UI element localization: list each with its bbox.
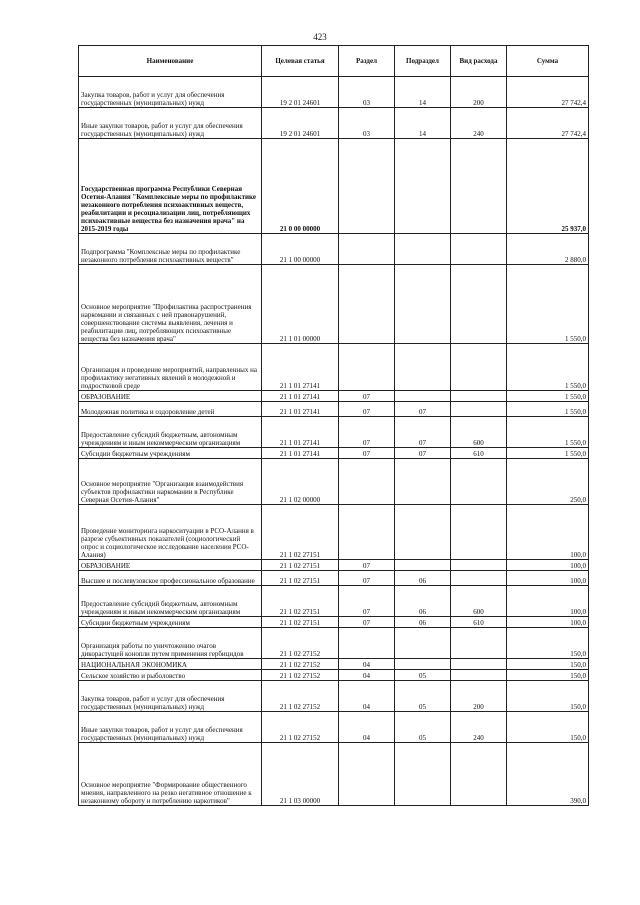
table-row [79, 234, 589, 265]
table-row [79, 77, 589, 108]
cell-name: Подпрограмма "Комплексные меры по профилактике незаконного потребления психоактивных веществ" [79, 234, 262, 265]
cell-target-article: 21 1 02 27151 [262, 505, 339, 560]
cell-name: Основное мероприятие "Профилактика распространения наркомании и связанных с ней правонарушений, совершенствование системы выявления, лечения и реабилитации лиц, потребляющих психоактивные вещества без назначения врача" [79, 265, 262, 344]
cell-subsection [395, 265, 451, 344]
cell-sum: 100,0 [507, 586, 589, 617]
cell-subsection [395, 391, 451, 402]
table-row [79, 659, 589, 670]
cell-name: Субсидии бюджетным учреждениям [79, 448, 262, 459]
cell-target-article: 21 1 03 00000 [262, 743, 339, 806]
cell-sum: 150,0 [507, 681, 589, 712]
cell-sum: 1 550,0 [507, 391, 589, 402]
table-row [79, 670, 589, 681]
cell-target-article: 21 1 01 00000 [262, 265, 339, 344]
cell-sum: 100,0 [507, 560, 589, 571]
table-row [79, 448, 589, 459]
cell-expense-type [451, 402, 507, 417]
cell-name: НАЦИОНАЛЬНАЯ ЭКОНОМИКА [79, 659, 262, 670]
cell-section [339, 344, 395, 391]
table-row [79, 586, 589, 617]
cell-expense-type [451, 743, 507, 806]
cell-section: 07 [339, 560, 395, 571]
cell-target-article: 21 1 02 27151 [262, 571, 339, 586]
cell-sum: 390,0 [507, 743, 589, 806]
cell-subsection [395, 344, 451, 391]
table-row [79, 344, 589, 391]
table-row [79, 571, 589, 586]
cell-target-article: 21 1 00 00000 [262, 234, 339, 265]
cell-subsection: 06 [395, 586, 451, 617]
header-expense-type: Вид расхода [451, 46, 507, 77]
cell-expense-type: 200 [451, 681, 507, 712]
cell-section [339, 265, 395, 344]
cell-name: Основное мероприятие "Формирование общественного мнения, направленного на резко негативное отношение к незаконному обороту и потреблению наркотиков" [79, 743, 262, 806]
cell-expense-type: 200 [451, 77, 507, 108]
table-row [79, 402, 589, 417]
header-subsection: Подраздел [395, 46, 451, 77]
cell-name: Высшее и послевузовское профессиональное образование [79, 571, 262, 586]
cell-sum: 25 937,0 [507, 139, 589, 234]
cell-expense-type [451, 344, 507, 391]
cell-section [339, 459, 395, 505]
cell-expense-type [451, 505, 507, 560]
cell-subsection: 05 [395, 712, 451, 743]
cell-name: Основное мероприятие "Организация взаимодействия субъектов профилактики наркомании в Республике Северная Осетия-Алания" [79, 459, 262, 505]
cell-name: Предоставление субсидий бюджетным, автономным учреждениям и иным некоммерческим организациям [79, 586, 262, 617]
cell-name: Иные закупки товаров, работ и услуг для обеспечения государственных (муниципальных) нужд [79, 712, 262, 743]
cell-name: Субсидии бюджетным учреждениям [79, 617, 262, 628]
cell-subsection [395, 560, 451, 571]
cell-sum: 1 550,0 [507, 448, 589, 459]
cell-target-article: 21 1 01 27141 [262, 391, 339, 402]
cell-subsection: 05 [395, 670, 451, 681]
cell-section: 04 [339, 712, 395, 743]
cell-section: 07 [339, 571, 395, 586]
cell-target-article: 21 1 01 27141 [262, 417, 339, 448]
cell-subsection: 14 [395, 77, 451, 108]
table-row [79, 108, 589, 139]
cell-section: 03 [339, 108, 395, 139]
cell-expense-type: 240 [451, 712, 507, 743]
cell-target-article: 21 1 02 27152 [262, 681, 339, 712]
cell-section: 03 [339, 77, 395, 108]
cell-target-article: 21 1 02 27152 [262, 712, 339, 743]
cell-name: Предоставление субсидий бюджетным, автономным учреждениям и иным некоммерческим организациям [79, 417, 262, 448]
cell-subsection [395, 628, 451, 659]
cell-target-article: 21 1 02 27151 [262, 560, 339, 571]
cell-section [339, 139, 395, 234]
cell-expense-type: 600 [451, 417, 507, 448]
cell-section: 07 [339, 448, 395, 459]
cell-target-article: 21 1 02 27152 [262, 659, 339, 670]
cell-target-article: 19 2 01 24601 [262, 77, 339, 108]
cell-subsection: 05 [395, 681, 451, 712]
header-name: Наименование [79, 46, 262, 77]
cell-name: Организация работы по уничтожению очагов дикорастущей конопли путем применения гербицидов [79, 628, 262, 659]
table-row [79, 505, 589, 560]
table-body [79, 77, 589, 806]
cell-target-article: 21 1 01 27141 [262, 344, 339, 391]
table-row [79, 743, 589, 806]
cell-target-article: 21 1 02 27152 [262, 670, 339, 681]
table-header-row [79, 46, 589, 77]
table-row [79, 560, 589, 571]
cell-name: Закупка товаров, работ и услуг для обеспечения государственных (муниципальных) нужд [79, 681, 262, 712]
cell-section [339, 505, 395, 560]
cell-section: 07 [339, 617, 395, 628]
cell-target-article: 21 1 02 27152 [262, 628, 339, 659]
cell-sum: 150,0 [507, 659, 589, 670]
table-row [79, 391, 589, 402]
cell-name: Молодежная политика и оздоровление детей [79, 402, 262, 417]
cell-target-article: 21 1 02 27151 [262, 586, 339, 617]
table-row [79, 139, 589, 234]
header-section: Раздел [339, 46, 395, 77]
cell-target-article: 21 1 01 27141 [262, 402, 339, 417]
cell-name: ОБРАЗОВАНИЕ [79, 560, 262, 571]
cell-subsection: 06 [395, 571, 451, 586]
cell-section: 07 [339, 417, 395, 448]
cell-expense-type [451, 670, 507, 681]
cell-sum: 100,0 [507, 617, 589, 628]
cell-expense-type: 610 [451, 448, 507, 459]
cell-section: 07 [339, 391, 395, 402]
cell-section: 07 [339, 586, 395, 617]
cell-sum: 1 550,0 [507, 344, 589, 391]
cell-expense-type [451, 459, 507, 505]
cell-expense-type [451, 560, 507, 571]
cell-section: 07 [339, 402, 395, 417]
table-row [79, 681, 589, 712]
cell-expense-type [451, 391, 507, 402]
cell-expense-type [451, 234, 507, 265]
cell-sum: 1 550,0 [507, 265, 589, 344]
cell-name: ОБРАЗОВАНИЕ [79, 391, 262, 402]
cell-section [339, 743, 395, 806]
cell-subsection [395, 234, 451, 265]
cell-subsection [395, 659, 451, 670]
cell-section: 04 [339, 670, 395, 681]
cell-sum: 150,0 [507, 670, 589, 681]
cell-name: Сельское хозяйство и рыболовство [79, 670, 262, 681]
cell-name: Организация и проведение мероприятий, направленных на профилактику негативных явлений в молодежной и подростковой среде [79, 344, 262, 391]
table-row [79, 459, 589, 505]
cell-subsection: 07 [395, 402, 451, 417]
cell-expense-type [451, 628, 507, 659]
cell-sum: 100,0 [507, 571, 589, 586]
cell-sum: 250,0 [507, 459, 589, 505]
cell-subsection [395, 743, 451, 806]
cell-section: 04 [339, 659, 395, 670]
cell-target-article: 21 1 01 27141 [262, 448, 339, 459]
cell-sum: 27 742,4 [507, 108, 589, 139]
table-row [79, 628, 589, 659]
cell-expense-type [451, 571, 507, 586]
cell-expense-type [451, 659, 507, 670]
cell-sum: 100,0 [507, 505, 589, 560]
budget-table [78, 45, 589, 806]
cell-section [339, 234, 395, 265]
cell-sum: 150,0 [507, 712, 589, 743]
cell-subsection: 06 [395, 617, 451, 628]
cell-subsection [395, 459, 451, 505]
cell-sum: 150,0 [507, 628, 589, 659]
cell-section [339, 628, 395, 659]
cell-expense-type [451, 139, 507, 234]
cell-sum: 27 742,4 [507, 77, 589, 108]
cell-subsection: 07 [395, 417, 451, 448]
cell-sum: 2 880,0 [507, 234, 589, 265]
cell-sum: 1 550,0 [507, 402, 589, 417]
cell-expense-type: 610 [451, 617, 507, 628]
cell-subsection: 07 [395, 448, 451, 459]
cell-expense-type: 600 [451, 586, 507, 617]
cell-target-article: 19 2 01 24601 [262, 108, 339, 139]
cell-expense-type: 240 [451, 108, 507, 139]
cell-sum: 1 550,0 [507, 417, 589, 448]
cell-subsection [395, 139, 451, 234]
cell-target-article: 21 0 00 00000 [262, 139, 339, 234]
cell-target-article: 21 1 02 27151 [262, 617, 339, 628]
cell-expense-type [451, 265, 507, 344]
header-target-article: Целевая статья [262, 46, 339, 77]
cell-subsection: 14 [395, 108, 451, 139]
cell-subsection [395, 505, 451, 560]
header-sum: Сумма [507, 46, 589, 77]
table-row [79, 712, 589, 743]
table-row [79, 617, 589, 628]
table-row [79, 417, 589, 448]
cell-section: 04 [339, 681, 395, 712]
cell-target-article: 21 1 02 00000 [262, 459, 339, 505]
cell-name: Проведение мониторинга наркоситуации в РСО-Алания в разрезе субъективных показателей (социологический опрос и социологическое исследование населения РСО-Алания) [79, 505, 262, 560]
table-row [79, 265, 589, 344]
cell-name: Иные закупки товаров, работ и услуг для обеспечения государственных (муниципальных) нужд [79, 108, 262, 139]
cell-name: Государственная программа Республики Северная Осетия-Алания "Комплексные меры по профилактике незаконного потребления психоактивных веществ, реабилитации и ресоциализации лиц, потребляющих психоактивные вещества без назначения врача" на 2015-2019 годы [79, 139, 262, 234]
page-number: 423 [313, 32, 327, 42]
cell-name: Закупка товаров, работ и услуг для обеспечения государственных (муниципальных) нужд [79, 77, 262, 108]
